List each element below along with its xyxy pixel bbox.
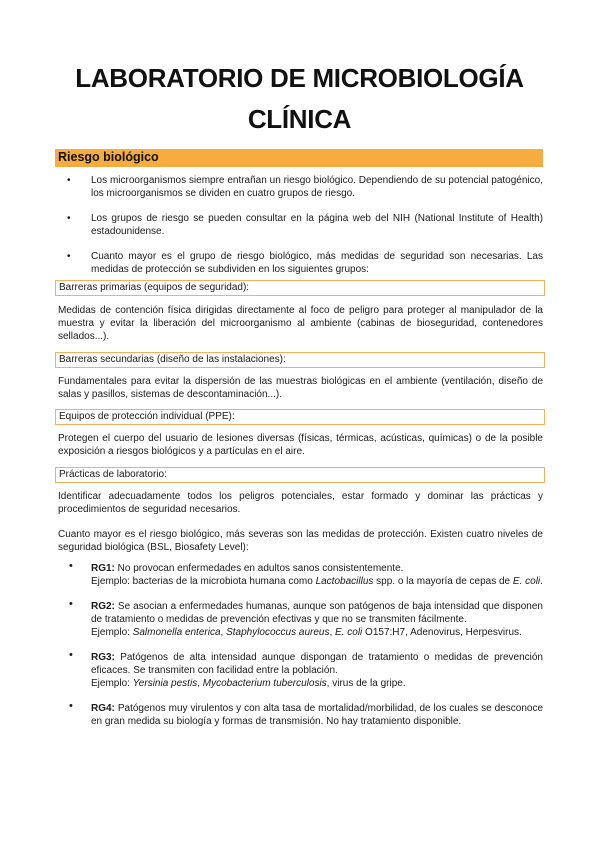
rg2-example-text: ,	[220, 627, 227, 638]
page-title-line1: LABORATORIO DE MICROBIOLOGÍA	[75, 63, 524, 93]
list-item	[67, 212, 543, 238]
rg2-example-text: O157:H7, Adenovirus, Herpesvirus.	[362, 627, 522, 638]
rg4-label: RG4:	[91, 703, 115, 714]
rg1-example-species: Lactobacillus	[315, 576, 374, 587]
rg3-label: RG3:	[91, 652, 115, 663]
rg3-example-species: Yersinia pestis	[132, 678, 198, 689]
rg3-example-species: Mycobacterium tuberculosis	[202, 678, 327, 689]
rg3-example-text: , virus de la gripe.	[326, 678, 406, 689]
list-item	[67, 174, 543, 200]
subheading-barreras-secundarias: Barreras secundarias (diseño de las instalaciones):	[55, 352, 545, 368]
rg1-example-text: spp. o la mayoría de cepas de	[373, 576, 513, 587]
page-title-line2: CLÍNICA	[247, 104, 352, 134]
rg1-text: No provocan enfermedades en adultos sanos consistentemente.	[114, 563, 404, 574]
bullet-text: Los grupos de riesgo se pueden consultar en la página web del NIH (National Institute of Health) estadounidense.	[91, 213, 543, 237]
section-header-riesgo-biologico	[55, 149, 543, 167]
bullet-icon: •	[69, 598, 73, 610]
intro-bullet-list	[67, 174, 543, 276]
bullet-icon: •	[67, 175, 71, 186]
subheading-practicas: Prácticas de laboratorio:	[55, 467, 545, 483]
paragraph-barreras-primarias: Medidas de contención física dirigidas directamente al foco de peligro para proteger al manipulador de la muestra y evitar la liberación del microorganismo al ambiente (cabinas de bioseguridad, contenedores sellados...).	[58, 305, 543, 342]
rg2-example-species: Staphylococcus aureus	[226, 627, 330, 638]
bullet-text: Cuanto mayor es el grupo de riesgo biológico, más medidas de seguridad son necesarias. Las medidas de protección se subdividen en los siguientes grupos:	[91, 251, 543, 275]
rg1-example-text: .	[540, 576, 543, 587]
rg3-example-text: ,	[197, 678, 203, 689]
list-item-rg4	[69, 700, 543, 728]
rg2-example-text: ,	[329, 627, 336, 638]
paragraph-niveles-intro: Cuanto mayor es el riesgo biológico, más severas son las medidas de protección. Existen cuatro niveles de seguridad biológica (BSL, Biosafety Level):	[58, 529, 543, 553]
rg1-example-text: Ejemplo: bacterias de la microbiota humana como	[91, 576, 316, 587]
rg2-label: RG2:	[91, 601, 115, 612]
paragraph-practicas: Identificar adecuadamente todos los peligros potenciales, estar formado y dominar las prácticas y procedimientos de seguridad necesarios.	[58, 491, 543, 515]
subheading-epi: Equipos de protección individual (PPE):	[55, 409, 545, 425]
paragraph-barreras-secundarias: Fundamentales para evitar la dispersión de las muestras biológicas en el ambiente (ventilación, diseño de salas y pasillos, sistemas de descontaminación...).	[58, 376, 543, 400]
list-item	[67, 250, 543, 276]
list-item-rg1	[69, 560, 543, 588]
rg1-label: RG1:	[91, 563, 115, 574]
bullet-icon: •	[69, 700, 73, 712]
bullet-icon: •	[67, 251, 71, 262]
rg4-text: Patógenos muy virulentos y con alta tasa de mortalidad/morbilidad, de los cuales se desconoce en gran medida su biología y formas de transmisión. No hay tratamiento disponible.	[91, 703, 543, 727]
rg3-text: Patógenos de alta intensidad aunque dispongan de tratamiento o medidas de prevención eficaces. Se transmiten con facilidad entre la población.	[91, 652, 543, 676]
bullet-icon: •	[67, 213, 71, 224]
risk-group-list	[69, 560, 543, 728]
rg2-example-species: Salmonella enterica	[132, 627, 221, 638]
bullet-text: Los microorganismos siempre entrañan un riesgo biológico. Dependiendo de su potencial patogénico, los microorganismos se dividen en cuatro grupos de riesgo.	[91, 175, 543, 199]
rg1-example-species: E. coli	[512, 576, 541, 587]
subheading-barreras-primarias: Barreras primarias (equipos de seguridad):	[55, 280, 545, 296]
list-item-rg3	[69, 649, 543, 690]
rg2-example-text: Ejemplo:	[91, 627, 133, 638]
bullet-icon: •	[69, 649, 73, 661]
paragraph-epi: Protegen el cuerpo del usuario de lesiones diversas (físicas, térmicas, acústicas, químicas) o de la posible exposición a riesgos biológicos y a partículas en el aire.	[58, 433, 543, 457]
rg2-example-species: E. coli	[335, 627, 363, 638]
list-item-rg2	[69, 598, 543, 639]
rg3-example-text: Ejemplo:	[91, 678, 133, 689]
section-title: Riesgo biológico	[58, 150, 159, 164]
rg2-text: Se asocian a enfermedades humanas, aunque son patógenos de baja intensidad que disponen de tratamiento o medidas de prevención efectivas y que no se transmiten fácilmente.	[91, 601, 543, 625]
bullet-icon: •	[69, 560, 73, 572]
